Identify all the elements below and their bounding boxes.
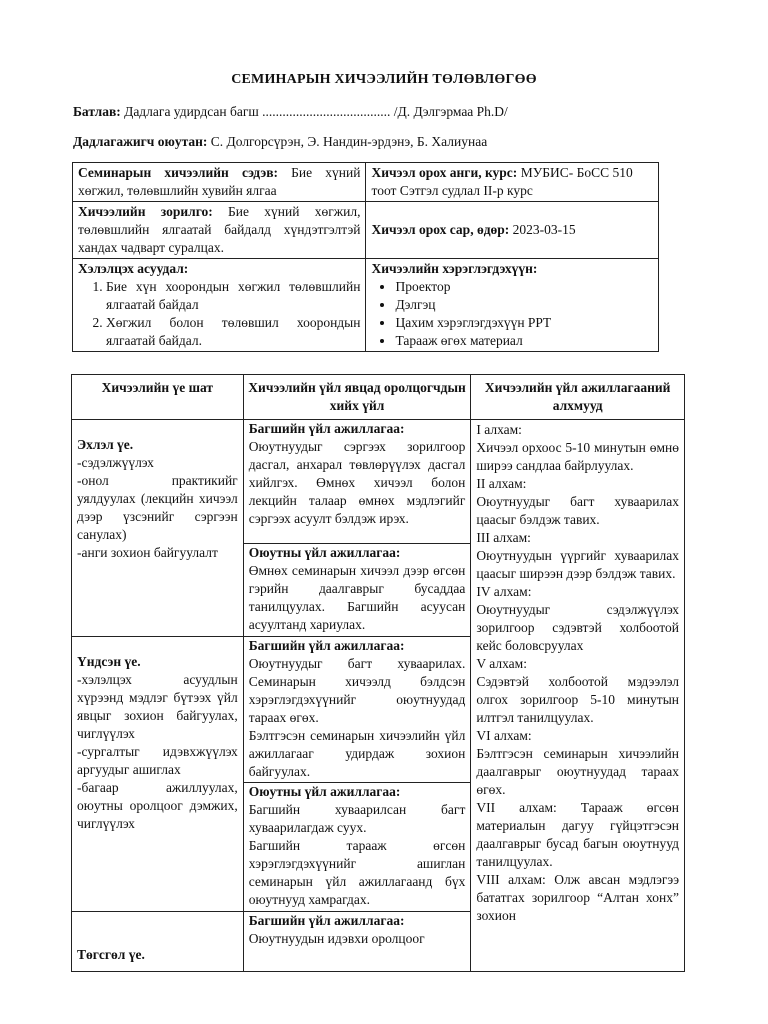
approve-label: Батлав: [73, 104, 121, 119]
students-line [73, 134, 487, 150]
goal-cell [73, 202, 366, 259]
intro-student-text: Өмнөх семинарын хичээл дээр өгсөн гэрийн даалгаврыг бусаддаа танилцуулах. Багшийн асуусан асуултанд хариулах. [248, 563, 466, 632]
approve-text: Дадлага удирдсан багш ...................................... /Д. Дэлгэрмаа Ph.D/ [120, 104, 508, 119]
main-stage-text: -хэлэлцэх асуудлын хүрээнд мэдлэг бүтээх үйл явцыг зохион байгуулах, чиглүүлэх -сургалтыг идэвхжүүлэх аргуудыг ашиглах -багаар ажиллуулах, оюутны оролцоог дэмжих, чиглүүлэх [77, 672, 238, 831]
main-student-block [244, 783, 471, 911]
intro-stage-title: Эхлэл үе. [77, 437, 134, 452]
main-teacher-text: Оюутнуудыг багт хуваарилах. Семинарын хичээлд бэлдсэн хэрэглэгдэхүүнийг оюутнуудад тараах өгөх. Бэлтгэсэн семинарын хичээлийн үйл ажиллагааг удирдаж зохион байгуулах. [248, 656, 466, 779]
intro-teacher-block [244, 420, 471, 544]
questions-list [78, 278, 360, 350]
tool-item: • Тарааж өгөх материал [395, 332, 653, 350]
tool-item: • Дэлгэц [395, 296, 653, 314]
main-stage-cell [72, 637, 244, 912]
end-stage-title: Төгсгөл үе. [77, 947, 145, 962]
tool-item: • Цахим хэрэглэгдэхүүн PPT [395, 314, 653, 332]
end-teacher-block [244, 912, 471, 950]
date-label: Хичээл орох сар, өдөр: [371, 222, 510, 237]
goal-text: Бие хүний хөгжил, төлөвшлийн ялгаатай байдалд хүндэтгэлтэй хандах чадварт суралцах. [78, 204, 361, 255]
class-label: Хичээл орох анги, курс: [371, 165, 518, 180]
tools-label: Хичээлийн хэрэглэгдэхүүн: [371, 261, 538, 276]
intro-activity-cell [243, 420, 471, 637]
date-text: 2023-03-15 [509, 222, 576, 237]
tools-cell [366, 259, 659, 352]
intro-student-block [244, 544, 471, 636]
topic-cell [73, 163, 366, 202]
plan-table [71, 374, 685, 972]
question-item: 2. Хөгжил болон төлөвшил хоорондын ялгаатай байдал. [106, 314, 360, 350]
end-teacher-text: Оюутнуудын идэвхи оролцоог [248, 931, 425, 946]
end-activity-cell [243, 912, 471, 972]
tool-item: • Проектор [395, 278, 653, 296]
intro-stage-cell [72, 420, 244, 637]
tools-list [371, 278, 653, 350]
main-activity-cell [243, 637, 471, 912]
students-text: С. Долгорсүрэн, Э. Нандин-эрдэнэ, Б. Халиунаа [207, 134, 488, 149]
header-activity: Хичээлийн үйл явцад оролцогчдын хийх үйл [243, 375, 471, 420]
intro-teacher-text: Оюутнуудыг сэргээх зорилгоор дасгал, анхарал төвлөрүүлэх дасгал хийлгэх. Өмнөх хичээл болон лекцийн талаар өмнөх мэдлэгийг сэргээх асуулт бэлдэж ирэх. [248, 439, 466, 526]
topic-text: Бие хүний хөгжил, төлөвшлийн хувийн ялгаа [78, 165, 361, 198]
date-cell [366, 202, 659, 259]
intro-stage-text: -сэдэлжүүлэх -онол практикийг уялдуулах (лекцийн хичээл дээр үзсэнийг сэргээн санулах) -анги зохион байгуулалт [77, 455, 238, 560]
class-cell [366, 163, 659, 202]
main-teacher-label: Багшийн үйл ажиллагаа: [248, 638, 405, 653]
questions-label: Хэлэлцэх асуудал: [78, 261, 189, 276]
class-text: МУБИС- БоСС 510 тоот Сэтгэл судлал II-р курс [371, 165, 633, 198]
end-stage-cell [72, 912, 244, 972]
intro-student-label: Оюутны үйл ажиллагаа: [248, 545, 401, 560]
main-teacher-block [244, 637, 471, 783]
students-label: Дадлагажигч оюутан: [73, 134, 208, 149]
info-table [72, 162, 659, 352]
end-teacher-label: Багшийн үйл ажиллагаа: [248, 913, 405, 928]
main-student-text: Багшийн хуваарилсан багт хуваарилагдаж суух. Багшийн тарааж өгсөн хэрэглэгдэхүүнийг ашиглан семинарын үйл ажиллагаанд бүх оюутнууд хамрагдах. [248, 802, 466, 907]
header-steps: Хичээлийн үйл ажиллагааний алхмууд [471, 375, 685, 420]
main-student-label: Оюутны үйл ажиллагаа: [248, 784, 401, 799]
intro-teacher-label: Багшийн үйл ажиллагаа: [248, 421, 405, 436]
main-stage-title: Үндсэн үе. [77, 654, 141, 669]
approve-line [73, 104, 508, 120]
question-item: 1. Бие хүн хоорондын хөгжил төлөвшлийн ялгаатай байдал [106, 278, 360, 314]
goal-label: Хичээлийн зорилго: [78, 204, 213, 219]
topic-label: Семинарын хичээлийн сэдэв: [78, 165, 279, 180]
steps-cell: I алхам: Хичээл орхоос 5-10 минутын өмнө ширээ сандлаа байрлуулах. II алхам: Оюутнуудыг багт хуваарилах цаасыг бэлдэж тавих. III алхам: Оюутнуудын үүргийг хуваарилах цаасыг ширээн дээр бэлдэж тавих. IV алхам: Оюутнуудыг сэдэлжүүлэх зорилгоор сэдэвтэй холбоотой кейс боловсруулах V алхам: Сэдэвтэй холбоотой мэдээлэл олгох зорилгоор 5-10 минутын илтгэл танилцуулах. VI алхам: Бэлтгэсэн семинарын хичээлийн даалгаврыг оюутнуудад тараах өгөх. VII алхам: Тарааж өгсөн материалын дагуу гүйцэтгэсэн даалгаврыг бусад багын оюутнууд танилцуулах. VIII алхам: Олж авсан мэдлэгээ бататгах зорилгоор “Алтан хонх” зохион [471, 420, 685, 972]
page-title: СЕМИНАРЫН ХИЧЭЭЛИЙН ТӨЛӨВЛӨГӨӨ [231, 72, 537, 87]
header-stage: Хичээлийн үе шат [72, 375, 244, 420]
questions-cell [73, 259, 366, 352]
